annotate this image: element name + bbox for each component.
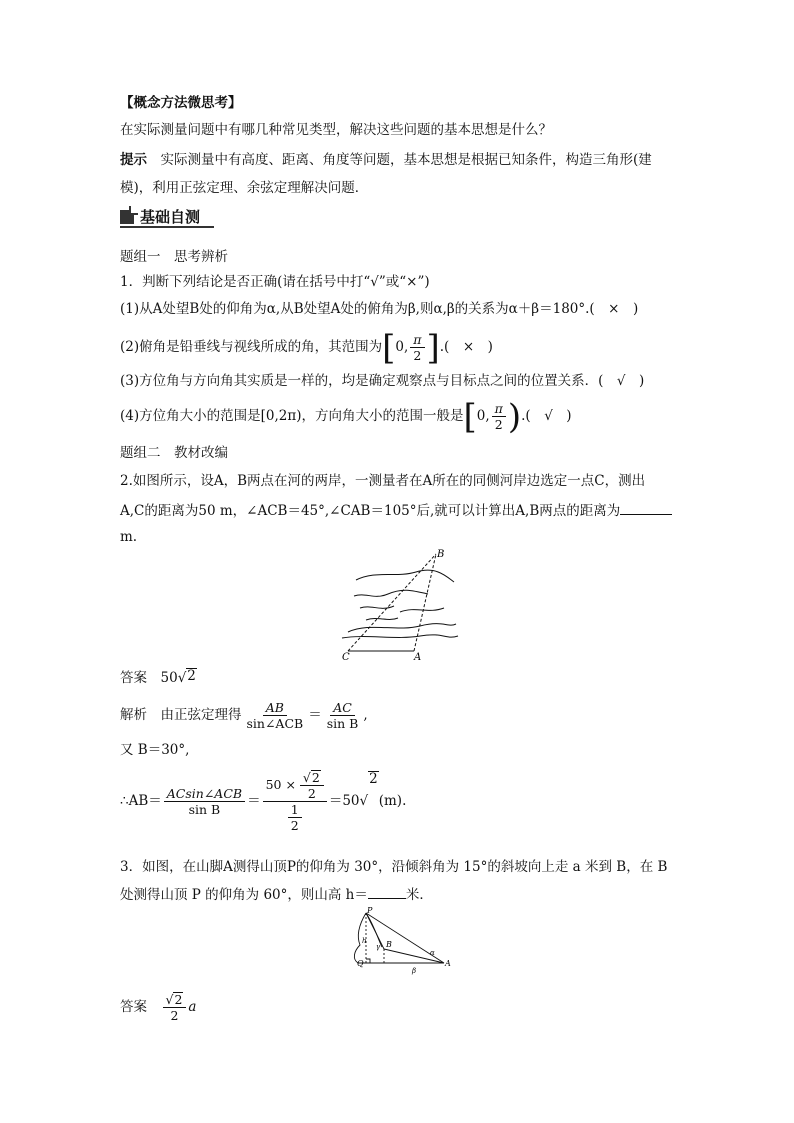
river-wave-2: [354, 590, 428, 596]
answer-label: 答案: [120, 670, 147, 686]
q1-item-2-mark: .( × ): [439, 339, 493, 355]
river-wave-4: [400, 608, 444, 612]
q1-item-4: [120, 396, 572, 437]
section-underline: [120, 226, 214, 228]
section-square-icon: [120, 210, 134, 224]
group1-title: 题组一 思考辨析: [120, 249, 228, 265]
interval-zero: 0,: [395, 339, 409, 355]
fraction-pi-over-2-b: $\frac{\pi}{2}$: [492, 401, 506, 432]
q1-item-4-text: (4)方位角大小的范围是[0,2π)，方向角大小的范围一般是: [120, 408, 464, 424]
fraction-root2-over-2-ans: √ 2 2: [163, 992, 187, 1023]
q1-item-2: [120, 327, 493, 368]
hint-text-1: 实际测量中有高度、距离、角度等问题，基本思想是根据已知条件，构造三角形(建: [160, 152, 652, 168]
fig2-label-b: B: [386, 940, 392, 949]
mountain-figure: [336, 905, 456, 977]
calc-unit: (m).: [378, 793, 407, 809]
equals-sign-2: ＝: [247, 793, 261, 809]
river-bank: [342, 635, 458, 638]
q1-item-3: (3)方位角与方向角其实质是一样的，均是确定观察点与目标点之间的位置关系．( √ ): [120, 373, 645, 389]
q1-item-4-mark: .( √ ): [521, 408, 572, 424]
q2-line-2: [120, 500, 672, 521]
fig2-label-p: P: [367, 906, 373, 915]
bracket-open: [: [382, 327, 396, 368]
fig1-label-c: C: [342, 652, 350, 663]
fraction-numeric: [263, 770, 327, 833]
river-wave-6: [366, 618, 398, 620]
fig2-label-beta: β: [412, 967, 417, 975]
q1-stem: 1．判断下列结论是否正确(请在括号中打“√”或“×”): [120, 274, 430, 290]
right-angle: [366, 959, 370, 963]
sqrt-symbol: √ 2: [177, 668, 196, 686]
fig2-label-alpha: α: [430, 949, 435, 957]
hint-line-1: [120, 150, 652, 170]
river-wave-1: [356, 570, 454, 582]
sqrt-symbol-2: √ 2: [302, 770, 320, 785]
q2-answer: [120, 668, 197, 688]
also-b-line: 又 B＝30°,: [120, 742, 190, 758]
fig1-label-b: B: [437, 549, 445, 560]
group2-title: 题组二 教材改编: [120, 445, 228, 461]
analysis-line: [120, 698, 368, 732]
sqrt-symbol-4: √ 2: [165, 992, 183, 1007]
q2-answer-coef: 50: [160, 670, 178, 686]
slope-ab: [384, 949, 444, 963]
river-figure: [336, 548, 466, 663]
fraction-ab: $\frac{AB}{\text{sin∠ACB}}$: [246, 700, 304, 731]
paren-close: ): [507, 396, 522, 437]
calc-result: ＝50: [328, 793, 360, 809]
q3-answer: [120, 990, 196, 1024]
river-wave-5: [348, 624, 456, 632]
fig1-label-a: A: [414, 652, 422, 663]
bracket-close: ]: [426, 327, 440, 368]
hint-line-2: 模)，利用正弦定理、余弦定理解决问题．: [120, 180, 369, 196]
bracket-open-2: [: [463, 396, 477, 437]
fraction-ac: $\frac{AC}{\text{sin B}}$: [326, 700, 359, 731]
q2-line-3: m.: [120, 529, 138, 545]
q2-text: A,C的距离为50 m，∠ACB＝45°,∠CAB＝105°后,就可以计算出A,B两点的距离为: [120, 503, 621, 519]
hint-label: 提示: [120, 152, 147, 168]
q3-text-end: 米．: [405, 887, 433, 903]
section-heading: [120, 206, 200, 227]
answer-label-2: 答案: [120, 999, 147, 1015]
fig2-label-a: A: [445, 959, 451, 968]
fig2-label-gamma: γ: [376, 943, 381, 951]
calc-line: [120, 770, 406, 833]
q2-line-1: 2.如图所示，设A，B两点在河的两岸，一测量者在A所在的同侧河岸边选定一点C，测出: [120, 473, 646, 489]
comma: ,: [363, 707, 368, 723]
answer-blank: [620, 500, 672, 515]
fig2-label-q: Q: [357, 959, 364, 968]
q3-text: 处测得山顶 P 的仰角为 60°，则山高 h＝: [120, 887, 368, 903]
answer-blank-2: [368, 884, 406, 899]
q1-item-2-text: (2)俯角是铅垂线与视线所成的角，其范围为: [120, 339, 383, 355]
answer-var-a: a: [188, 999, 197, 1015]
interval-zero-2: 0,: [476, 408, 490, 424]
equals-sign: ＝: [308, 707, 322, 723]
q3-line-2: [120, 884, 433, 905]
fraction-pi-over-2: $\frac{\pi}{2}$: [410, 332, 424, 363]
therefore-ab: ∴AB＝: [120, 793, 162, 809]
concept-question: 在实际测量问题中有哪几种常见类型，解决这些问题的基本思想是什么？: [120, 122, 552, 138]
q1-item-1: (1)从A处望B处的仰角为α,从B处望A处的俯角为β,则α,β的关系为α＋β＝180°.( × ): [120, 301, 639, 317]
analysis-text: 由正弦定理得: [160, 707, 242, 723]
analysis-label: 解析: [120, 707, 147, 723]
fraction-half: $\frac{1}{2}$: [288, 802, 302, 833]
concept-header: 【概念方法微思考】: [120, 95, 242, 111]
calc-50: 50 ×: [265, 777, 296, 792]
section-title: 基础自测: [140, 208, 201, 226]
fraction-calc: $\frac{\text{ACsin∠ACB}}{\text{sin B}}$: [164, 786, 245, 817]
q3-line-1: 3．如图，在山脚A测得山顶P的仰角为 30°，沿倾斜角为 15°的斜坡向上走 a 米到 B，在 B: [120, 859, 668, 875]
fig2-label-h: h: [362, 937, 367, 945]
fraction-root2-over-2: √ 2 2: [300, 770, 324, 801]
sqrt-symbol-3: √ 2: [359, 771, 378, 809]
